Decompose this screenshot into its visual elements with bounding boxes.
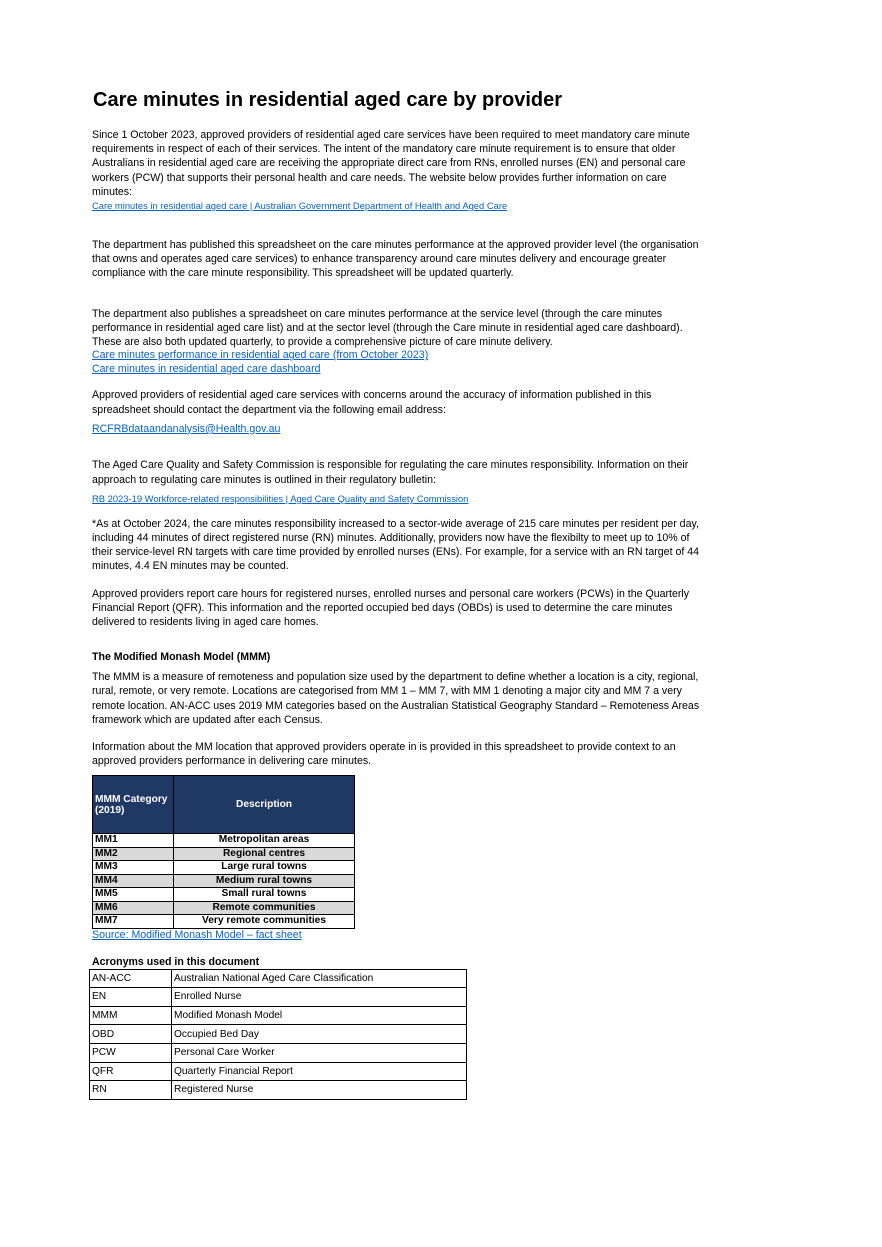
- mmm-row: [93, 847, 355, 861]
- acronym-row: [90, 1081, 467, 1100]
- mmm-desc: Medium rural towns: [174, 874, 355, 888]
- mmm-code: MM1: [93, 834, 174, 848]
- acronym-abbr: PCW: [90, 1043, 172, 1062]
- mmm-row: [93, 834, 355, 848]
- mmm-heading: The Modified Monash Model (MMM): [92, 651, 271, 664]
- report-paragraph: Approved providers report care hours for registered nurses, enrolled nurses and personal care workers (PCWs) in the Quarterly Financial Report (QFR). This information and the reported occupied bed days (OBDs) is used to determine the care minutes delivered to residents living in aged care homes.: [92, 587, 690, 629]
- acronym-abbr: EN: [90, 988, 172, 1007]
- document-page: [92, 86, 702, 1100]
- mmm-row: [93, 861, 355, 875]
- acronym-row: [90, 969, 467, 988]
- mmm-table: [92, 775, 355, 929]
- acronym-full: Enrolled Nurse: [172, 988, 467, 1007]
- acronym-abbr: RN: [90, 1081, 172, 1100]
- october-paragraph: *As at October 2024, the care minutes responsibility increased to a sector-wide average of 215 care minutes per resident per day, including 44 minutes of direct registered nurse (RN) minutes. Additionally, providers now have the flexibilty to meet up to 10% of their service-level RN targets with care time provided by enrolled nurses (ENs). For example, for a service with an RN target of 44 minutes, 4.4 EN minutes may be counted.: [92, 517, 700, 573]
- dashboard-link[interactable]: Care minutes in residential aged care dashboard: [92, 362, 321, 375]
- mm-location-paragraph: Information about the MM location that approved providers operate in is provided in this spreadsheet to provide context to an approved providers performance in delivering care minutes.: [92, 741, 676, 768]
- mmm-code: MM4: [93, 874, 174, 888]
- acronym-abbr: MMM: [90, 1006, 172, 1025]
- also-publishes-paragraph: The department also publishes a spreadsheet on care minutes performance at the service level (through the care minutes performance in residential aged care list) and at the sector level (through the Care minute in residential aged care dashboard). These are also both updated quarterly, to provide a comprehensive picture of care minute delivery.: [92, 307, 683, 349]
- care-minutes-link[interactable]: Care minutes in residential aged care | Australian Government Department of Health and Aged Care: [92, 200, 508, 212]
- acronym-abbr: AN-ACC: [90, 969, 172, 988]
- mmm-desc: Very remote communities: [174, 915, 355, 929]
- acronym-full: Occupied Bed Day: [172, 1025, 467, 1044]
- intro-paragraph: Since 1 October 2023, approved providers of residential aged care services have been required to meet mandatory care minute requirements in respect of each of their services. The intent of the mandatory care minute requirement is to ensure that older Australians in residential aged care are receiving the appropriate direct care from RNs, enrolled nurses (EN) and personal care workers (PCW) that supports their personal health and care needs. The website below provides further information on care minutes:: [92, 129, 690, 198]
- mmm-description-header: Description: [174, 776, 355, 834]
- mmm-code: MM7: [93, 915, 174, 929]
- contact-paragraph: Approved providers of residential aged care services with concerns around the accuracy of information published in this spreadsheet should contact the department via the following email address:: [92, 389, 652, 416]
- bulletin-link[interactable]: RB 2023-19 Workforce-related responsibilities | Aged Care Quality and Safety Commission: [92, 492, 469, 504]
- acronym-row: [90, 1043, 467, 1062]
- mmm-desc: Regional centres: [174, 847, 355, 861]
- acronym-abbr: QFR: [90, 1062, 172, 1081]
- mmm-row: [93, 874, 355, 888]
- mmm-code: MM5: [93, 888, 174, 902]
- acronym-row: [90, 1062, 467, 1081]
- acronym-row: [90, 988, 467, 1007]
- mmm-code: MM2: [93, 847, 174, 861]
- acronyms-title: Acronyms used in this document: [92, 955, 260, 968]
- performance-link[interactable]: Care minutes performance in residential aged care (from October 2023): [92, 349, 429, 362]
- acronym-row: [90, 1025, 467, 1044]
- mmm-desc: Remote communities: [174, 901, 355, 915]
- email-link[interactable]: RCFRBdataandanalysis@Health.gov.au: [92, 422, 281, 435]
- mmm-source-link[interactable]: Source: Modified Monash Model – fact sheet: [92, 928, 302, 941]
- page-title: Care minutes in residential aged care by provider: [93, 89, 563, 111]
- acronyms-table: [89, 969, 467, 1100]
- acronym-full: Quarterly Financial Report: [172, 1062, 467, 1081]
- mmm-code: MM6: [93, 901, 174, 915]
- mmm-row: [93, 901, 355, 915]
- acronym-full: Personal Care Worker: [172, 1043, 467, 1062]
- acronym-abbr: OBD: [90, 1025, 172, 1044]
- acronym-full: Registered Nurse: [172, 1081, 467, 1100]
- published-paragraph: The department has published this spreadsheet on the care minutes performance at the approved provider level (the organisation that owns and operates aged care services) to enhance transparency around care minutes delivery and encourage greater compliance with the care minute responsibility. This spreadsheet will be updated quarterly.: [92, 239, 699, 280]
- mmm-desc: Small rural towns: [174, 888, 355, 902]
- acronym-row: [90, 1006, 467, 1025]
- acronym-full: Modified Monash Model: [172, 1006, 467, 1025]
- mmm-desc: Large rural towns: [174, 861, 355, 875]
- commission-paragraph: The Aged Care Quality and Safety Commission is responsible for regulating the care minutes responsibility. Information on their approach to regulating care minutes is outlined in their regulatory bulletin:: [92, 459, 689, 486]
- mmm-row: [93, 915, 355, 929]
- mmm-paragraph: The MMM is a measure of remoteness and population size used by the department to define whether a location is a city, regional, rural, remote, or very remote. Locations are categorised from MM 1 – MM 7, with MM 1 denoting a major city and MM 7 a very remote location. AN-ACC uses 2019 MM categories based on the Australian Statistical Geography Standard – Remoteness Areas framework which are updated after each Census.: [92, 671, 700, 726]
- mmm-code: MM3: [93, 861, 174, 875]
- mmm-desc: Metropolitan areas: [174, 834, 355, 848]
- acronym-full: Australian National Aged Care Classification: [172, 969, 467, 988]
- mmm-category-header: MMM Category (2019): [93, 776, 174, 834]
- mmm-row: [93, 888, 355, 902]
